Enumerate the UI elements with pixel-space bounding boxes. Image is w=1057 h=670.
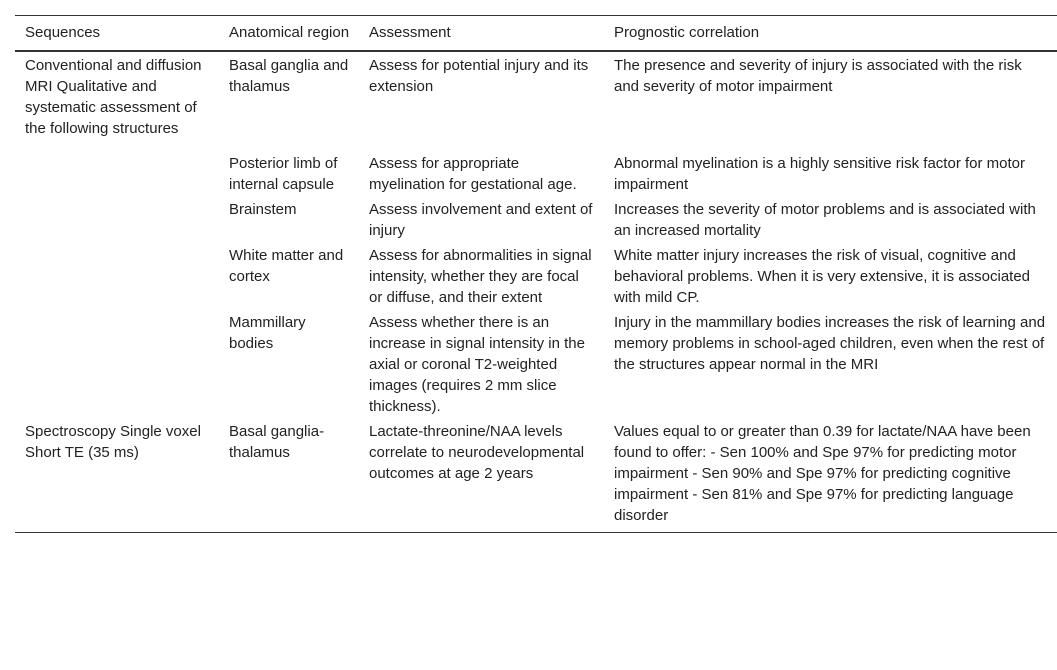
cell-assessment: Assess whether there is an increase in signal intensity in the axial or coronal T2-weighted images (requires 2 mm slice thickness). (369, 314, 585, 415)
cell-sequence: Conventional and diffusion MRI Qualitative and systematic assessment of the following structures (25, 57, 202, 137)
cell-region: Posterior limb of internal capsule (229, 155, 338, 193)
cell-assessment: Assess for abnormalities in signal intensity, whether they are focal or diffuse, and their extent (369, 247, 592, 306)
cell-sequence (15, 197, 219, 243)
prognosis-table (15, 15, 1057, 533)
table-header (15, 16, 1057, 52)
cell-sequence (15, 243, 219, 310)
data-table-container (15, 15, 1046, 533)
cell-region: Basal ganglia and thalamus (229, 57, 349, 95)
table-row (15, 151, 1057, 197)
cell-prognosis: Injury in the mammillary bodies increases the risk of learning and memory problems in school-aged children, even when the rest of the structures appear normal in the MRI (614, 314, 1046, 373)
cell-region: Mammillary bodies (229, 314, 306, 352)
cell-region: Basal ganglia-thalamus (229, 423, 325, 461)
table-body (15, 51, 1057, 533)
header-assessment: Assessment (369, 24, 451, 41)
cell-assessment: Assess for appropriate myelination for gestational age. (369, 155, 577, 193)
cell-region: Brainstem (229, 201, 297, 218)
cell-assessment: Assess for potential injury and its extension (369, 57, 589, 95)
table-row (15, 419, 1057, 533)
cell-assessment: Lactate-threonine/NAA levels correlate to neurodevelopmental outcomes at age 2 years (369, 423, 585, 482)
cell-prognosis: White matter injury increases the risk of visual, cognitive and behavioral problems. When it is very extensive, it is associated with mild CP. (614, 247, 1031, 306)
cell-prognosis: The presence and severity of injury is associated with the risk and severity of motor impairment (614, 57, 1022, 95)
cell-prognosis: Increases the severity of motor problems and is associated with an increased mortality (614, 201, 1036, 239)
table-row (15, 310, 1057, 419)
cell-region: White matter and cortex (229, 247, 344, 285)
cell-sequence (15, 151, 219, 197)
cell-prognosis: Abnormal myelination is a highly sensitive risk factor for motor impairment (614, 155, 1025, 193)
table-row (15, 197, 1057, 243)
header-anatomical-region: Anatomical region (229, 24, 350, 41)
header-row (15, 16, 1057, 52)
table-row (15, 51, 1057, 151)
header-prognostic-correlation: Prognostic correlation (614, 24, 760, 41)
cell-sequence: Spectroscopy Single voxel Short TE (35 ms) (25, 423, 201, 461)
table-row (15, 243, 1057, 310)
cell-prognosis: Values equal to or greater than 0.39 for lactate/NAA have been found to offer: - Sen 100% and Spe 97% for predicting motor impairment - Sen 90% and Spe 97% for predicting cognitive impairment - Sen 81% and Spe 97% for predicting language disorder (614, 423, 1031, 524)
cell-assessment: Assess involvement and extent of injury (369, 201, 593, 239)
cell-sequence (15, 310, 219, 419)
header-sequences: Sequences (25, 24, 101, 41)
